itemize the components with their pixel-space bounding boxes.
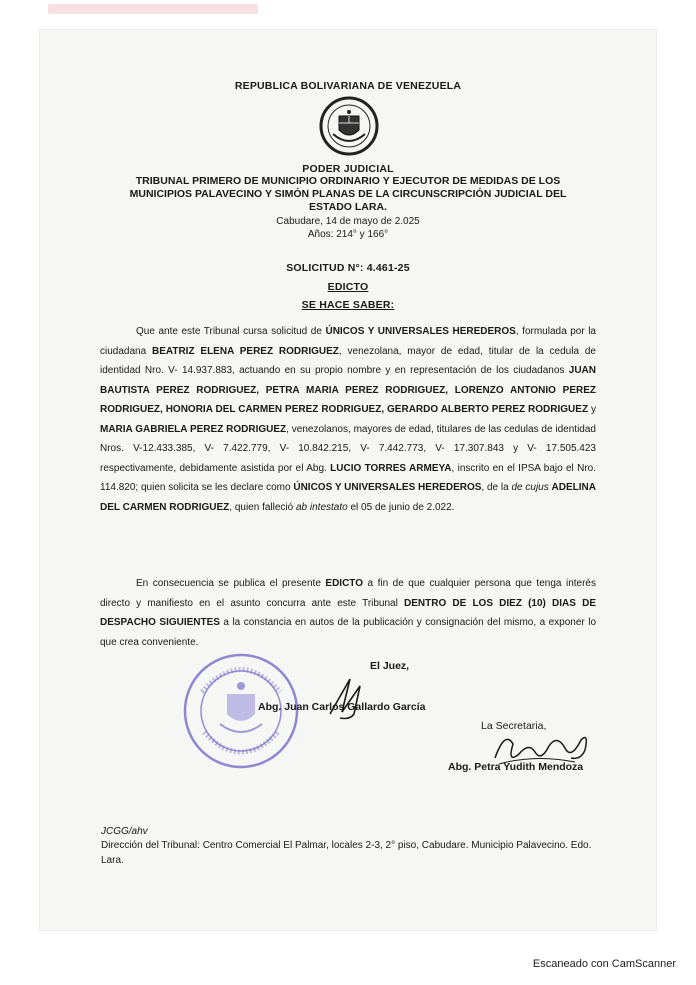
judge-name: Abg. Juan Carlos Gallardo García xyxy=(258,701,426,713)
request-number: SOLICITUD N°: 4.461-25 xyxy=(286,262,410,274)
court-line-1: TRIBUNAL PRIMERO DE MUNICIPIO ORDINARIO Y EJECUTOR DE MEDIDAS DE LOS xyxy=(135,175,561,187)
court-line-2: MUNICIPIOS PALAVECINO Y SIMÓN PLANAS DE LA CIRCUNSCRIPCIÓN JUDICIAL DEL xyxy=(129,188,567,200)
coat-of-arms-seal-icon xyxy=(319,96,379,156)
court-name xyxy=(0,175,696,214)
initials: JCGG/ahv xyxy=(101,826,148,837)
judge-signature-icon xyxy=(320,674,370,724)
court-line-3: ESTADO LARA. xyxy=(309,201,387,213)
notice-subtitle: SE HACE SABER: xyxy=(301,299,395,311)
edict-title: EDICTO xyxy=(327,281,369,293)
secretary-title: La Secretaria, xyxy=(481,720,547,732)
paragraph-publication: En consecuencia se publica el presente EDICTO a fin de que cualquier persona que tenga interés directo y manifiesto en el asunto concurra ante este Tribunal DENTRO DE LOS DIEZ (10) DIAS DE DESPACHO SIGUIENTES a la constancia en autos de la publicación y consignación del mismo, a exponer lo que crea conveniente. xyxy=(100,578,596,648)
judicial-branch: PODER JUDICIAL xyxy=(302,163,394,175)
place-date: Cabudare, 14 de mayo de 2.025 xyxy=(276,216,420,227)
court-address: Dirección del Tribunal: Centro Comercial El Palmar, locales 2-3, 2° piso, Cabudare. Municipio Palavecino. Edo. Lara. xyxy=(101,840,592,866)
years: Años: 214° y 166° xyxy=(307,229,389,240)
scan-artifact xyxy=(48,4,258,14)
paragraph-request: Que ante este Tribunal cursa solicitud de ÚNICOS Y UNIVERSALES HEREDEROS, formulada por la ciudadana BEATRIZ ELENA PEREZ RODRIGUEZ, venezolana, mayor de edad, titular de la cedula de identidad Nro. V- 14.937.883, actuando en su propio nombre y en representación de los ciudadanos JUAN BAUTISTA PEREZ RODRIGUEZ, PETRA MARIA PEREZ RODRIGUEZ, LORENZO ANTONIO PEREZ RODRIGUEZ, HONORIA DEL CARMEN PEREZ RODRIGUEZ, GERARDO ALBERTO PEREZ RODRIGUEZ y MARIA GABRIELA PEREZ RODRIGUEZ, venezolanos, mayores de edad, titulares de las cedulas de identidad Nros. V-12.433.385, V- 7.422.779, V- 10.842.215, V- 7.442.773, V- 17.307.843 y V- 17.505.423 respectivamente, debidamente asistida por el Abg. LUCIO TORRES ARMEYA, inscrito en el IPSA bajo el Nro. 114.820; quien solicita se les declare como ÚNICOS Y UNIVERSALES HEREDEROS, de la de cujus ADELINA DEL CARMEN RODRIGUEZ, quien falleció ab intestato el 05 de junio de 2.022. xyxy=(100,326,597,513)
judge-title: El Juez, xyxy=(370,660,410,672)
camscanner-watermark: Escaneado con CamScanner xyxy=(532,958,676,970)
republic-heading: REPUBLICA BOLIVARIANA DE VENEZUELA xyxy=(234,80,462,92)
secretary-name: Abg. Petra Yudith Mendoza xyxy=(448,761,584,773)
